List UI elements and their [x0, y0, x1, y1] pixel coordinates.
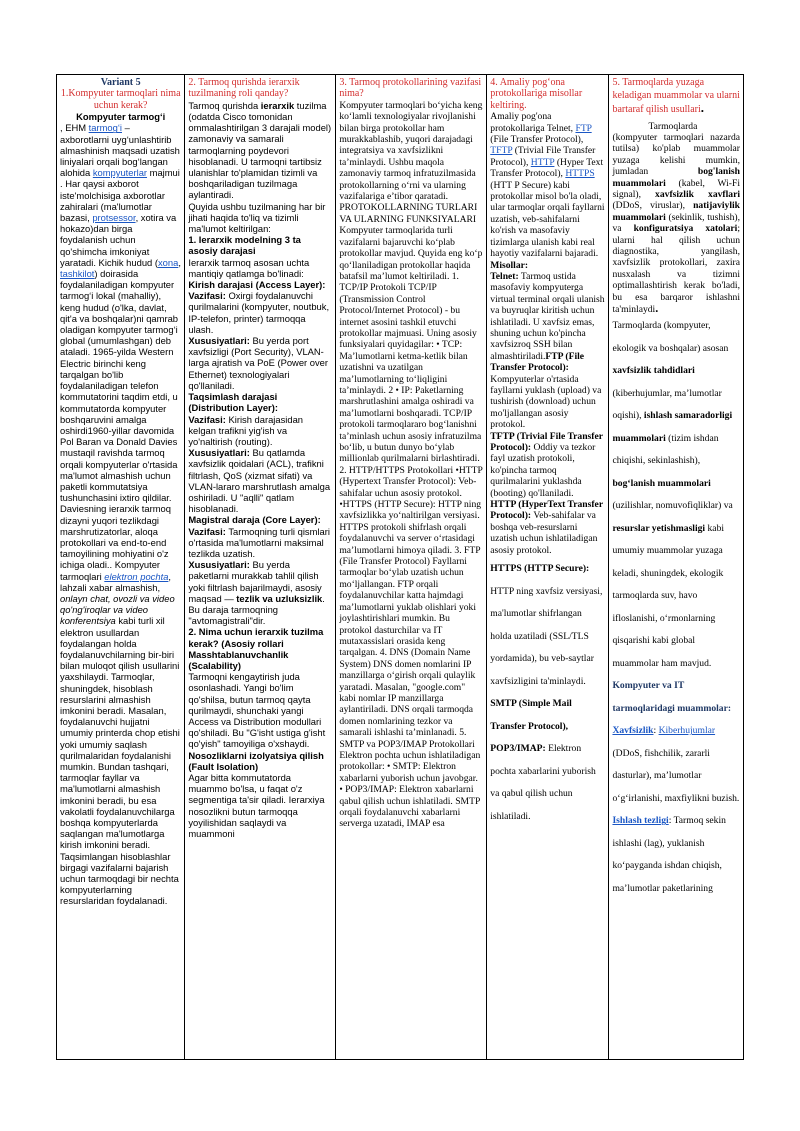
section-heading: 2. Nima uchun ierarxik tuzilma kerak? (Asosiy rollari — [188, 626, 324, 649]
question-5-title: 5. Tarmoqlarda yuzaga keladigan muammolar va ularni bartaraf qilish usullari. — [612, 77, 740, 115]
link-ishlash-tezligi[interactable]: Ishlash tezligi — [612, 815, 669, 827]
link-kompyuterlar[interactable]: kompyuterlar — [92, 167, 148, 179]
link-elektron-pochta[interactable]: elektron pochta — [104, 570, 169, 582]
link-http[interactable]: HTTP — [530, 156, 555, 168]
layer-heading-distribution: Taqsimlash darajasi (Distribution Layer): — [188, 391, 278, 414]
answer-2-intro: Tarmoq qurishda ierarxik tuzilma (odatda Cisco tomonidan ommalashtirilgan 3 darajali model) zamonaviy va samarali tarmoqlarning poydevori hisoblanadi. U tarmoqni tartibsiz ulanishlar to'plamidan tizimli va boshqariladigan tuzilmaga aylantiradi. — [188, 99, 332, 201]
link-protsessor[interactable]: protsessor — [92, 212, 136, 224]
answer-1-text: Kompyuter tarmog‘i , EHM tarmog‘i – axborotlarni uyg‘unlashtirib almashinish maqsadi uzatish liniyalari orqali bog‘langan alohida kompyuterlar majmui . Har qaysi axborot iste'molchisiga axborotlar zahiralari (ma'lumotlar bazasi, protsessor, xotira va hokazo)dan birga foydalanish uchun qo'shimcha imkoniyat yaratadi. Kichik hudud (xona, tashkilot) doirasida foydalaniladigan kompyuter tarmog‘i lokal (mahalliy), keng hudud (o'lka, davlat, qit'a va boshqalar)ni qamrab oladigan kompyuter tarmog‘i global (umumlashgan) deb ataladi. 1965-yilda Western Electric birinchi keng tarqalgan bo'lib foydalaniladigan telefon kommutatorini taqdim etdi, u kommutatorda kompyuter boshqaruvini amalga oshirdi1960-yillar davomida Pol Baran va Donald Davies mustaqil ravishda tarmoq orqali kompyuterlar o'rtasida ma'lumot almashish uchun paketli kommutatsiya tushunchasini ixtiro qildilar. Daviesning ierarxik tarmoq dizayni yuqori tezlikdagi marshrutizatorlar, aloqa protokollari va end-to-end tamoyilining mohiyatini o'z ichiga oladi.. Kompyuter tarmoqlari elektron pochta, lahzali xabar almashish, onlayn chat, ovozli va video qo'ng'iroqlar va video konferentsiya kabi turli xil elektron usullardan foydalangan holda foydalanuvchilarning bir-biri bilan muloqot qilish usullarini yaxshilaydi. Tarmoqlar, shuningdek, hisoblash resurslarini almashish imkonini beradi. Masalan, foydalanuvchi hujjatni umumiy printerda chop etishi yoki umumiy saqlash qurilmalaridan foydalanishi mumkin. Bundan tashqari, tarmoqlar fayllar va ma'lumotlarni almashish imkonini beradi, bu esa vakolatli foydalanuvchilarga boshqa kompyuterlarda saqlangan ma'lumotlarga kirish imkonini beradi. Taqsimlangan hisoblashlar birgagi vazifalarni bajarish uchun tarmoqdagi bir nechta kompyuterlarning resurslaridan foydalanadi. — [60, 111, 181, 907]
it-problems-heading: Kompyuter va IT tarmoqlaridagi muammolar: — [612, 680, 732, 714]
question-1-title: 1.Kompyuter tarmoqlari nima uchun kerak? — [60, 88, 181, 111]
question-4-title: 4. Amaliy pog‘ona protokollariga misollar keltiring. — [490, 77, 583, 111]
layer-heading-access: Kirish darajasi (Access Layer): — [188, 279, 326, 291]
question-2-title: 2. Tarmoq qurishda ierarxik tuzilmaning roli qanday? — [188, 77, 300, 100]
question-3-title: 3. Tarmoq protokollarining vazifasi nima? — [339, 77, 482, 100]
link-tftp[interactable]: TFTP — [490, 145, 513, 157]
link-tarmogi[interactable]: tarmog‘i — [88, 122, 122, 134]
link-kiberhujumlar[interactable]: Kiberhujumlar — [658, 725, 716, 737]
variant-title: Variant 5 — [100, 77, 141, 88]
answer-column-3 — [336, 75, 487, 1060]
kompyuter-tarmogi-heading: Kompyuter tarmog‘i — [76, 111, 166, 123]
link-ftp[interactable]: FTP — [575, 122, 592, 134]
link-tashkilot[interactable]: tashkilot — [60, 268, 95, 280]
subsection-heading: Masshtablanuvchanlik (Scalability) — [188, 648, 289, 671]
answer-column-1 — [57, 75, 185, 1060]
answer-5-intro: Tarmoqlarda (kompyuter tarmoqlari nazarda tutilsa) ko'plab muammolar yuzaga kelishi mumkin, jumladan bog'lanish muammolari (kabel, Wi-Fi signal), xavfsizlik xavflari (DDoS, viruslar), natijaviylik muammolari (sekinlik, tushish), va konfiguratsiya xatolari; ularni hal qilish uchun diagnostika, yangilash, xavfsizlik protokollari, zaxira nusxalash va tizimni optimallashtirish kerak bo'ladi, bu esa barqaror ishlashni ta'minlaydi. — [612, 120, 740, 315]
examples-heading: Misollar: — [490, 259, 529, 271]
answer-column-4: 4. Amaliy pog‘ona protokollariga misollar keltiring. Amaliy pog'ona protokollariga Telnet, FTP (File Transfer Protocol), TFTP (Trivial File Transfer Protocol), HTTP (Hyper Text Transfer Protocol), HTTPS (HTT P Secure) kabi protokollar misol bo'la oladi, ular tarmoqlar orqali fayllarni uzatish, veb-sahifalarni ko'rish va masofaviy tizimlarga ulanish kabi real hayotiy vazifalarni bajaradi. Misollar: Telnet: Tarmoq ustida masofaviy kompyuterga virtual terminal orqali ulanish va buyruqlar kiritish uchun ishlatiladi. U xavfsiz emas, shuning uchun ko'pincha xavfsizroq SSH bilan almashtiriladi.FTP (File Transfer Protocol): Kompyuterlar o'rtasida fayllarni yuklash (upload) va tushirish (download) uchun mo'ljallangan asosiy protokol. TFTP (Trivial File Transfer Protocol): Oddiy va tezkor fayl uzatish protokoli, ko'pincha tarmoq qurilmalarini yuklashda (booting) qo'llaniladi. HTTP (HyperText Transfer Protocol): Veb-sahifalar va boshqa veb-resurslarni uzatish uchun ishlatiladigan asosiy protokol. HTTPS (HTTP Secure): HTTP ning xavfsiz versiyasi, ma'lumotlar shifrlangan holda uzatiladi (SSL/TLS yordamida), bu veb-saytlar xavfsizligini ta'minlaydi. SMTP (Simple Mail Transfer Protocol), POP3/IMAP: Elektron pochta xabarlarini yuborish va qabul qilish uchun ishlatiladi. — [487, 75, 609, 1060]
answers-table — [56, 74, 744, 1060]
answer-3-text: Kompyuter tarmoqlari bo‘yicha keng ko‘lamli texnologiyalar rivojlanishi bilan birga protokollar ham murakkablashib, yuqori darajadagi integratsiya va xavfsizlikni ta’minlaydi. Ushbu maqola zamonaviy tarmoq infratuzilmasida protokollarning o‘rni va ularning vazifalariga e’tibor qaratadi. PROTOKOLLARNING TURLARI VA ULARNING FUNKSIYALARI Kompyuter tarmoqlarida turli vazifalarni bajaruvchi ko‘plab protokollar mavjud. Quyida eng ko‘p qo‘llaniladigan protokollar haqida batafsil ma’lumot keltiriladi. 1. TCP/IP Protokoli TCP/IP (Transmission Control Protocol/Internet Protocol) - bu internet asosini tashkil etuvchi protokollar majmuasi. Uning asosiy funksiyalari quyidagilar: • TCP: Ma’lumotlarni ketma-ketlik bilan uzatishni va uzatilgan ma’lumotlarning to‘liqligini ta’minlaydi. 2 • IP: Paketlarning marshrutlashini amalga oshiradi va ma’lumotlarni boshqaradi. TCP/IP protokoli tarmoqlararo bog‘lanishni ta’minlash uchun asosiy infratuzilma bo‘lib, u butun dunyo bo‘ylab millionlab qurilmalarni birlashtiradi. 2. HTTP/HTTPS Protokollari •HTTP (Hypertext Transfer Protocol): Veb-sahifalar uchun asosiy protokol. •HTTPS (HTTP Secure): HTTP ning xavfsizlikka yo‘naltirilgan versiyasi. HTTPS protokoli shifrlash orqali foydalanuvchi va server o‘rtasidagi ma’lumotlarni himoya qiladi. 3. FTP (File Transfer Protocol) Fayllarni tarmoqlar bo‘ylab uzatish uchun mo‘ljallangan. FTP orqali foydalanuvchilar katta hajmdagi ma’lumotlarni yuklab olishlari yoki joylashtirishlari mumkin. Bu protokol dasturchilar va IT mutaxassislari orasida keng tarqalgan. 4. DNS (Domain Name System) DNS domen nomlarini IP manzillarga o‘girish orqali qulaylik yaratadi. Masalan, "google.com" kabi nomlar IP manzillarga aylantiriladi. DNS orqali tarmoqda domen nomlarining tezkor va samarali ishlashi ta’minlanadi. 5. SMTP va POP3/IMAP Protokollari Elektron pochta uchun ishlatiladigan protokollar: • SMTP: Elektron xabarlarni yuborish uchun javobgar. • POP3/IMAP: Elektron xabarlarni qabul qilish uchun ishlatiladi. SMTP orqali foydalanuvchi xabarlarni serverga uzatadi, IMAP esa — [339, 99, 483, 830]
section-heading: 1. Ierarxik modelning 3 ta asosiy darajasi — [188, 234, 301, 257]
subsection-heading: Nosozliklarni izolyatsiya qilish (Fault Isolation) — [188, 749, 324, 772]
layer-heading-core: Magistral daraja (Core Layer): — [188, 514, 321, 526]
answer-column-5: 5. Tarmoqlarda yuzaga keladigan muammolar va ularni bartaraf qilish usullari. Tarmoqlarda (kompyuter tarmoqlari nazarda tutilsa) ko'plab muammolar yuzaga kelishi mumkin, jumladan bog'lanish muammolari (kabel, Wi-Fi signal), xavfsizlik xavflari (DDoS, viruslar), natijaviylik muammolari (sekinlik, tushish), va konfiguratsiya xatolari; ularni hal qilish uchun diagnostika, yangilash, xavfsizlik protokollari, zaxira nusxalash va tizimni optimallashtirish kerak bo'ladi, bu esa barqaror ishlashni ta'minlaydi. Tarmoqlarda (kompyuter, ekologik va boshqalar) asosan xavfsizlik tahdidlari (kiberhujumlar, ma’lumotlar oqishi), ishlash samaradorligi muammolari (tizim ishdan chiqishi, sekinlashish), bog‘lanish muammolari (uzilishlar, nomuvofiqliklar) va resurslar yetishmasligi kabi umumiy muammolar yuzaga keladi, shuningdek, ekologik tarmoqlarda suv, havo ifloslanishi, o‘rmonlarning qisqarishi kabi global muammolar ham mavjud. Kompyuter va IT tarmoqlaridagi muammolar: Xavfsizlik: Kiberhujumlar (DDoS, fishchilik, zararli dasturlar), ma’lumotlar o‘g‘irlanishi, maxfiylikni buzish. Ishlash tezligi: Tarmoq sekin ishlashi (lag), yuklanish ko‘payganda ishdan chiqish, ma’lumotlar paketlarining — [609, 75, 744, 1060]
link-https[interactable]: HTTPS — [565, 168, 595, 180]
link-xona[interactable]: xona — [157, 256, 179, 268]
answer-4-intro: Amaliy pog'ona protokollariga Telnet, FTP (File Transfer Protocol), TFTP (Trivial File Transfer Protocol), HTTP (Hyper Text Transfer Protocol), HTTPS (HTT P Secure) kabi protokollar misol bo'la oladi, ular tarmoqlar orqali fayllarni uzatish, veb-sahifalarni ko'rish va masofaviy tizimlarga ulanish kabi real hayotiy vazifalarni bajaradi. — [490, 111, 605, 260]
answer-column-2: 2. Tarmoq qurishda ierarxik tuzilmaning roli qanday? Tarmoq qurishda ierarxik tuzilma (odatda Cisco tomonidan ommalashtirilgan 3 darajali model) zamonaviy va samarali tarmoqlarning poydevori hisoblanadi. U tarmoqni tartibsiz ulanishlar to'plamidan tizimli va boshqariladigan tuzilmaga aylantiradi. Quyida ushbu tuzilmaning har bir jihati haqida to'liq va tizimli ma'lumot keltirilgan: 1. Ierarxik modelning 3 ta asosiy darajasi Ierarxik tarmoq asosan uchta mantiqiy qatlamga bo'linadi: Kirish darajasi (Access Layer): Vazifasi: Oxirgi foydalanuvchi qurilmalarini (kompyuter, noutbuk, IP-telefon, printer) tarmoqqa ulash. Xususiyatlari: Bu yerda port xavfsizligi (Port Security), VLAN-larga ajratish va PoE (Power over Ethernet) texnologiyalari qo'llaniladi. Taqsimlash darajasi (Distribution Layer): Vazifasi: Kirish darajasidan kelgan trafikni yig'ish va yo'naltirish (routing). Xususiyatlari: Bu qatlamda xavfsizlik qoidalari (ACL), trafikni filtrlash, QoS (xizmat sifati) va VLAN-lararo marshrutlash amalga oshiriladi. U "aqlli" qatlam hisoblanadi. Magistral daraja (Core Layer): Vazifasi: Tarmoqning turli qismlari o'rtasida ma'lumotlarni maksimal tezlikda uzatish. Xususiyatlari: Bu yerda paketlarni murakkab tahlil qilish yoki filtrlash bajarilmaydi, asosiy maqsad — tezlik va uzluksizlik. Bu daraja tarmoqning "avtomagistrali"dir. 2. Nima uchun ierarxik tuzilma kerak? (Asosiy rollari Masshtablanuvchanlik (Scalability) Tarmoqni kengaytirish juda osonlashadi. Yangi bo'lim qo'shilsa, butun tarmoq qayta qurilmaydi, shunchaki yangi Access va Distribution modullari qo'shiladi. Bu "G'isht ustiga g'isht qo'yish" tamoyiliga o'xshaydi. Nosozliklarni izolyatsiya qilish (Fault Isolation) Agar bitta kommutatorda muammo bo'lsa, u faqat o'z segmentiga ta'sir qiladi. Ierarxiya nosozlikni butun tarmoqqa yoyilishidan saqlaydi va muammoni — [185, 75, 336, 1060]
link-xavfsizlik[interactable]: Xavfsizlik — [612, 725, 654, 737]
